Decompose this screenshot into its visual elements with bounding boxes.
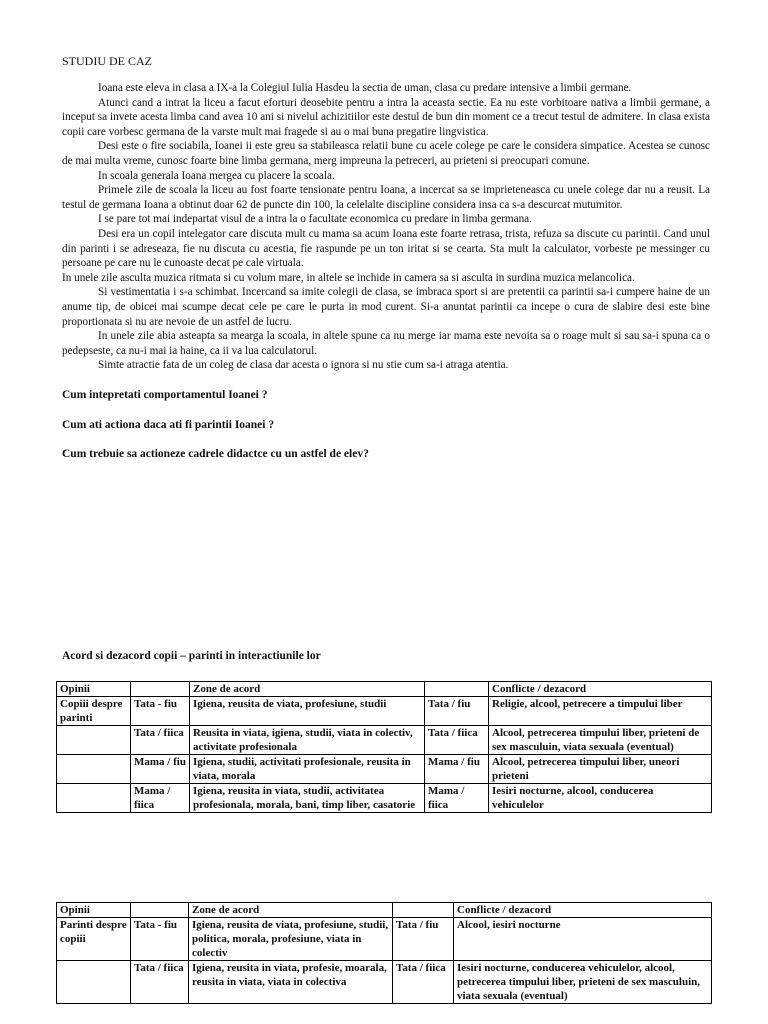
paragraph: In unele zile asculta muzica ritmata si cu volum mare, in altele se inchide in camera sa si asculta in surdina muzica melancolica. [62, 271, 635, 284]
document-body [62, 54, 710, 460]
table-header-cell [425, 682, 489, 697]
table-cell [57, 784, 131, 813]
table-cell: Tata / fiica [131, 961, 189, 1004]
table-cell: Tata / fiica [131, 726, 190, 755]
question-2: Cum ati actiona daca ati fi parintii Ioanei ? [62, 418, 275, 431]
table-header-cell [131, 682, 190, 697]
table-cell: Tata - fiu [131, 918, 189, 961]
children-opinions-table [56, 681, 712, 813]
table-row [57, 755, 712, 784]
table-cell: Igiena, reusita de viata, profesiune, studii [190, 697, 425, 726]
question-3: Cum trebuie sa actioneze cadrele didactce cu un astfel de elev? [62, 447, 369, 460]
table-cell: Alcool, iesiri nocturne [454, 918, 712, 961]
table-row [57, 918, 712, 961]
table-cell: Religie, alcool, petrecere a timpului liber [489, 697, 712, 726]
table-cell: Mama / fiica [131, 784, 190, 813]
table-cell [57, 726, 131, 755]
case-study-text [62, 81, 710, 373]
paragraph: I se pare tot mai indepartat visul de a intra la o facultate economica cu predare in limba germana. [98, 213, 532, 226]
paragraph: In unele zile abia asteapta sa mearga la scoala, in altele spune ca nu merge iar mama este nevoita sa o roage mult si sau sa-i spuna ca o pedepseste, ca nu-i mai ia haine, ca ii va lua calculatorul. [62, 330, 710, 357]
table-cell: Copiii despre parinti [57, 697, 131, 726]
paragraph: Desi era un copil intelegator care discuta mult cu mama sa acum Ioana este foarte retrasa, trista, refuza sa discute cu parintii. Cand unul din parinti i se adreseaza, fie nu discuta cu acestia, fie raspunde pe un ton iritat si se cearta. Sta mult la calculator, vorbeste pe messinger cu persoane pe care nu le cunoaste decat pe cale virtuala. [62, 227, 710, 270]
paragraph: Simte atractie fata de un coleg de clasa dar acesta o ignora si nu stie cum sa-i atraga atentia. [98, 359, 509, 372]
table-cell: Iesiri nocturne, conducerea vehiculelor, alcool, petrecerea timpului liber, prieteni de sex masculuin, viata sexuala (eventual) [454, 961, 712, 1004]
table-cell: Tata / fiu [393, 918, 454, 961]
table-header-cell [393, 903, 454, 918]
table-row [57, 697, 712, 726]
table-cell: Alcool, petrecerea timpului liber, uneori prieteni [489, 755, 712, 784]
table-cell: Igiena, studii, activitati profesionale, reusita in viata, morala [190, 755, 425, 784]
parents-opinions-table [56, 902, 712, 1004]
question-1: Cum intepretati comportamentul Ioanei ? [62, 388, 268, 401]
table-cell: Igiena, reusita de viata, profesiune, studii, politica, morala, profesiune, viata in colectiv [189, 918, 393, 961]
paragraph: Ioana este eleva in clasa a IX-a la Colegiul Iulia Hasdeu la sectia de uman, clasa cu predare intensive a limbii germane. [98, 82, 632, 94]
table-header-cell: Zone de acord [190, 682, 425, 697]
table-row [57, 726, 712, 755]
paragraph: Si vestimentatia i s-a schimbat. Incercand sa imite colegii de clasa, se imbraca sport si are pretentii ca parintii sa-i cumpere haine de un anume tip, de obicei mai scumpe decat cele pe care le purta in mod curent. Si-a anuntat parintii ca incepe o cura de slabire desi este bine proportionata si nu are nevoie de un astfel de lucru. [62, 286, 710, 328]
table-cell: Mama / fiu [131, 755, 190, 784]
table-header-row [57, 903, 712, 918]
table-cell: Tata / fiu [425, 697, 489, 726]
paragraph: Desi este o fire sociabila, Ioanei ii este greu sa stabileasca relatii bune cu acele colege pe care le considera simpatice. Acestea se cunosc de mai multa vreme, cunosc foarte bine limba germana, merg impreuna la petreceri, au prieteni si preocupari comune. [62, 140, 710, 167]
table-cell: Parinti despre copiii [57, 918, 131, 961]
table-header-cell: Conflicte / dezacord [489, 682, 712, 697]
table-row [57, 961, 712, 1004]
paragraph: Primele zile de scoala la liceu au fost foarte tensionate pentru Ioana, a incercat sa se imprieteneasca cu unele colege dar nu a reusit. La testul de germana Ioana a obtinut doar 62 de puncte din 100, la celelalte discipline considera insa ca s-a descurcat mutumitor. [62, 184, 710, 211]
table-cell [57, 961, 131, 1004]
table-header-cell: Zone de acord [189, 903, 393, 918]
table-header-cell: Opinii [57, 682, 131, 697]
table-cell: Mama / fiica [425, 784, 489, 813]
table-cell: Reusita in viata, igiena, studii, viata in colectiv, activitate profesionala [190, 726, 425, 755]
table-header-cell: Opinii [57, 903, 131, 918]
table-cell: Mama / fiu [425, 755, 489, 784]
table-cell: Igiena, reusita in viata, profesie, moarala, reusita in viata, viata in colectiva [189, 961, 393, 1004]
document-heading: STUDIU DE CAZ [62, 54, 152, 68]
table-cell: Igiena, reusita in viata, studii, activitatea profesionala, morala, bani, timp liber, casatorie [190, 784, 425, 813]
table-row [57, 784, 712, 813]
table-cell: Iesiri nocturne, alcool, conducerea vehiculelor [489, 784, 712, 813]
table-cell: Tata / fiica [425, 726, 489, 755]
table-cell: Alcool, petrecerea timpului liber, prieteni de sex masculuin, viata sexuala (eventual) [489, 726, 712, 755]
table-header-row [57, 682, 712, 697]
table-cell: Tata - fiu [131, 697, 190, 726]
table-header-cell: Conflicte / dezacord [454, 903, 712, 918]
table-cell [57, 755, 131, 784]
table-header-cell [131, 903, 189, 918]
section-title: Acord si dezacord copii – parinti in interactiunile lor [62, 650, 321, 662]
paragraph: In scoala generala Ioana mergea cu placere la scoala. [98, 169, 335, 182]
paragraph: Atunci cand a intrat la liceu a facut eforturi deosebite pentru a intra la aceasta sectie. Ea nu este vorbitoare nativa a limbii germane, a inceput sa invete acesta limba cand avea 10 ani si nivelul achizitiilor este destul de bun din moment ce a trecut testul de admitere. In clasa exista copii care vorbesc germana de la varste mult mai fragede si au o mai buna pregatire lingvistica. [62, 96, 710, 138]
table-cell: Tata / fiica [393, 961, 454, 1004]
